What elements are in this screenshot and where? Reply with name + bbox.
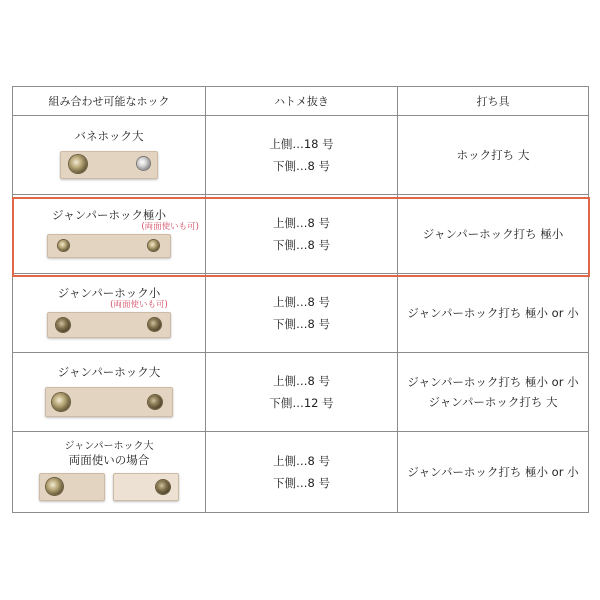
lower-size: 下側…8 号 [273, 317, 330, 331]
lower-size: 下側…12 号 [269, 396, 334, 410]
leather-strip-image [45, 387, 173, 417]
hook-cell [13, 274, 206, 353]
snap-icon [148, 240, 159, 251]
tool-cell [398, 353, 589, 432]
snap-icon [56, 318, 70, 332]
header-eyelet-punch: ハトメ抜き [206, 87, 398, 116]
leather-strip-image [113, 473, 179, 501]
header-row [13, 87, 589, 116]
snap-icon [137, 157, 150, 170]
leather-strip-image [60, 151, 158, 179]
tool-cell [398, 432, 589, 513]
tool-name: ジャンパーホック打ち 極小 or 小 [407, 465, 579, 479]
hook-cell [13, 432, 206, 513]
tool-name: ジャンパーホック打ち 極小 or 小 [407, 375, 579, 389]
tool-name: ホック打ち 大 [456, 148, 530, 162]
hook-cell [13, 116, 206, 195]
hook-name: ジャンパーホック小 [57, 285, 161, 300]
upper-size: 上側…8 号 [273, 374, 330, 388]
table-row [13, 195, 589, 274]
note-text: (両面使いも可) [110, 299, 168, 310]
header-hook: 組み合わせ可能なホック [13, 87, 206, 116]
hook-subname: 両面使いの場合 [68, 452, 150, 467]
upper-size: 上側…8 号 [273, 216, 330, 230]
tool-cell [398, 195, 589, 274]
tool-name: ジャンパーホック打ち 大 [428, 395, 558, 409]
lower-size: 下側…8 号 [273, 238, 330, 252]
snap-icon [148, 318, 161, 331]
eyelet-cell [206, 274, 398, 353]
tool-cell [398, 116, 589, 195]
snap-icon [156, 480, 170, 494]
upper-size: 上側…18 号 [269, 137, 334, 151]
table-row [13, 353, 589, 432]
snap-icon [69, 155, 87, 173]
upper-size: 上側…8 号 [273, 454, 330, 468]
hook-compatibility-table [12, 86, 589, 513]
hook-cell [13, 195, 206, 274]
hook-name: バネホック大 [74, 128, 144, 143]
tool-name: ジャンパーホック打ち 極小 or 小 [407, 306, 579, 320]
snap-icon [52, 393, 70, 411]
lower-size: 下側…8 号 [273, 159, 330, 173]
header-setting-tool: 打ち具 [398, 87, 589, 116]
hook-name: ジャンパーホック極小 [52, 207, 166, 222]
eyelet-cell [206, 353, 398, 432]
tool-cell [398, 274, 589, 353]
snap-icon [58, 240, 69, 251]
eyelet-cell [206, 195, 398, 274]
table-row [13, 274, 589, 353]
eyelet-cell [206, 116, 398, 195]
leather-strip-image [47, 234, 171, 258]
table-row [13, 116, 589, 195]
tool-name: ジャンパーホック打ち 極小 [422, 227, 564, 241]
leather-strip-image [47, 312, 171, 338]
snap-icon [148, 395, 162, 409]
snap-icon [46, 478, 63, 495]
leather-strip-pair [39, 473, 179, 501]
hook-name: ジャンパーホック大 [64, 440, 154, 452]
eyelet-cell [206, 432, 398, 513]
leather-strip-image [39, 473, 105, 501]
hook-cell [13, 353, 206, 432]
table-row [13, 432, 589, 513]
hook-name: ジャンパーホック大 [57, 364, 161, 379]
upper-size: 上側…8 号 [273, 295, 330, 309]
note-text: (両面使いも可) [141, 221, 199, 232]
lower-size: 下側…8 号 [273, 476, 330, 490]
